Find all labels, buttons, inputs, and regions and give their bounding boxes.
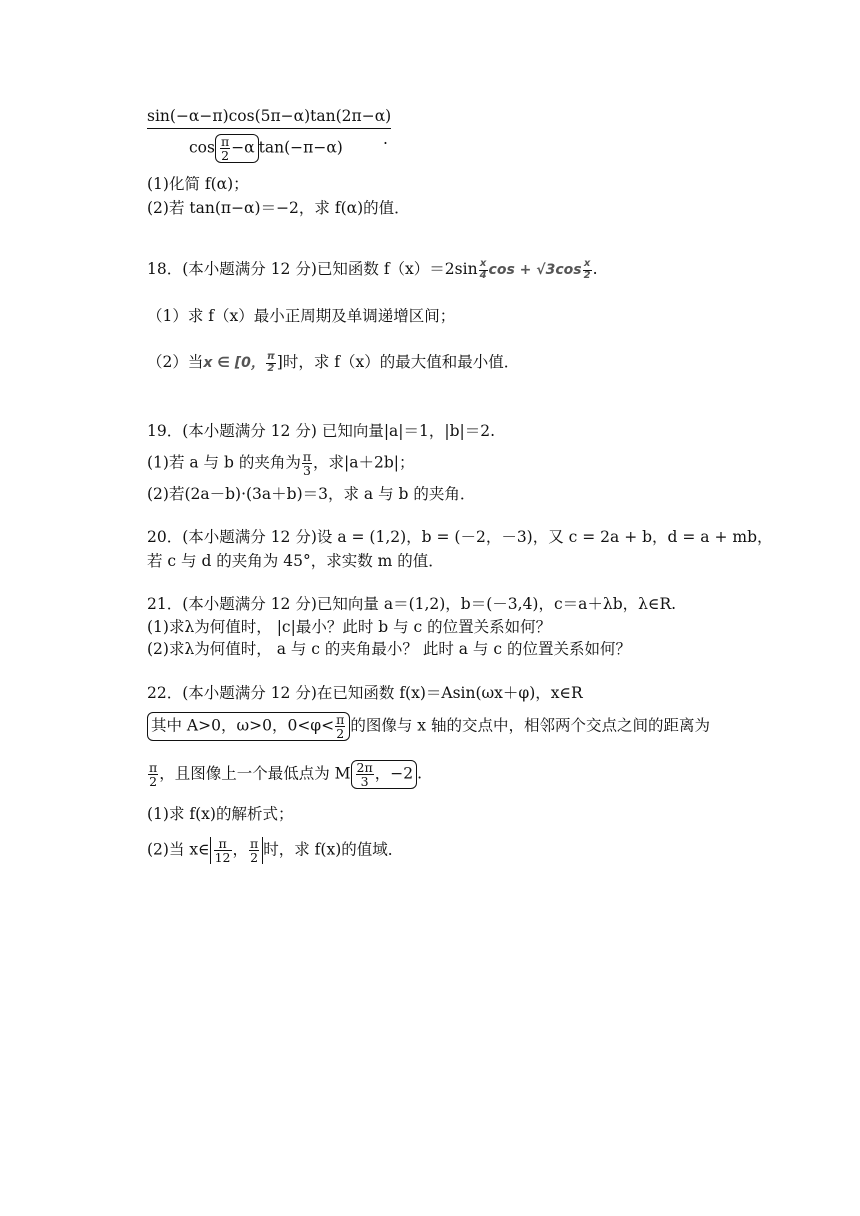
q20-line1: 20．(本小题满分 12 分)设 a = (1,2)，b = (－2，－3)，又 c = 2a + b，d = a + mb， (147, 528, 773, 546)
q22-lowpoint: $\frac{\pi}{2}$ ，且图像上一个最低点为 M $\frac{2\pi}{3}$ ，−2 . (149, 760, 422, 790)
q17-part1: (1)化简 f(α)； (147, 175, 249, 193)
q17-denominator: cos $\frac{\pi}{2}$ −α tan(−π−α) (189, 134, 343, 164)
q21-lead: 21．(本小题满分 12 分)已知向量 a＝(1,2)，b＝(－3,4)，c＝a＋λb，λ∈R. (147, 595, 677, 613)
q22-condition: 其中 A>0，ω>0，0<φ< $\frac{\pi}{2}$ 的图像与 x 轴的交点中，相邻两个交点之间的距离为 (147, 712, 710, 741)
q22-lead: 22．(本小题满分 12 分)在已知函数 f(x)＝Asin(ωx＋φ)，x∈R (147, 684, 583, 702)
q19-part1: (1)若 a 与 b 的夹角为 $\frac{\pi}{3}$ ，求|a＋2b|； (147, 449, 415, 479)
q17-period: . (383, 130, 388, 148)
q21-part1: (1)求λ为何值时， |c|最小？此时 b 与 c 的位置关系如何？ (147, 618, 552, 636)
q20-line2: 若 c 与 d 的夹角为 45°，求实数 m 的值． (147, 552, 444, 570)
q19-part2: (2)若(2a－b)·(3a＋b)＝3，求 a 与 b 的夹角． (147, 485, 476, 503)
q22-part1: (1)求 f(x)的解析式； (147, 805, 294, 823)
q19-lead: 19．(本小题满分 12 分) 已知向量|a|＝1，|b|＝2. (147, 422, 496, 440)
q18-part1: （1）求 f（x）最小正周期及单调递增区间； (147, 307, 456, 325)
q21-part2: (2)求λ为何值时， a 与 c 的夹角最小？ 此时 a 与 c 的位置关系如何？ (147, 640, 631, 658)
q18-formula-image: $\frac{x}{4}$ cos + √3cos $\frac{x}{2}$ (479, 258, 591, 281)
q17-numerator: sin(−α−π)cos(5π−α)tan(2π−α) (147, 106, 391, 129)
q17-part2: (2)若 tan(π−α)＝−2，求 f(α)的值． (147, 199, 410, 217)
q22-part2: (2)当 x∈ $\frac{\pi}{12}$ ， $\frac{\pi}{2}$ 时，求 f(x)的值域． (147, 836, 404, 866)
q18-interval-image: x ∈ [0， $\frac{\pi}{2}$ (203, 351, 275, 374)
q18-part2: （2）当x ∈ [0， $\frac{\pi}{2}$ ]时，求 f（x）的最大值和最小值． (147, 351, 520, 374)
q18-lead: 18．(本小题满分 12 分)已知函数 f（x）＝2sin $\frac{x}{4}$ cos + √3cos $\frac{x}{2}$ . (147, 258, 598, 281)
